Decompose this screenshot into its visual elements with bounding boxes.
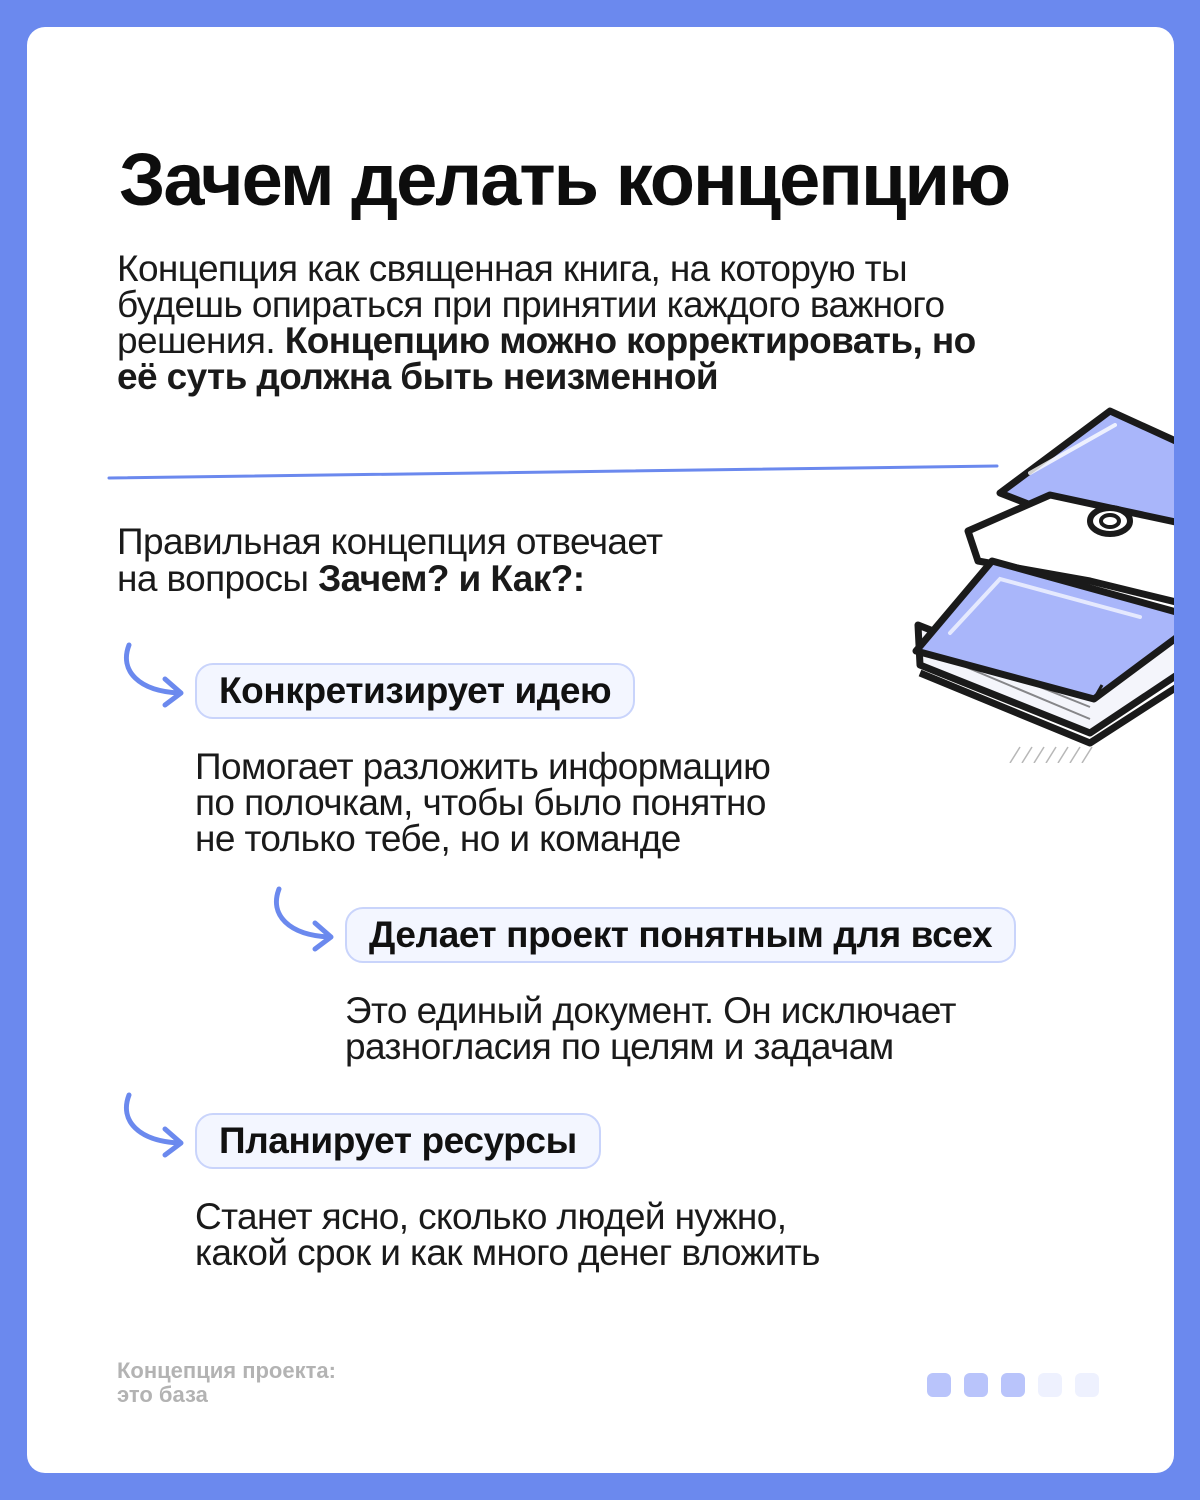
curved-arrow-icon xyxy=(119,641,191,709)
question-text xyxy=(117,523,663,597)
book-icon xyxy=(880,403,1174,763)
item-description-3 xyxy=(195,1196,820,1273)
item-2-line-1: Это единый документ. Он исключает xyxy=(345,990,956,1031)
pagination-dot xyxy=(927,1373,951,1397)
page-title: Зачем делать концепцию xyxy=(119,138,1010,221)
slide-card xyxy=(27,27,1174,1473)
pagination-dot xyxy=(1075,1373,1099,1397)
item-3-line-2: какой срок и как много денег вложить xyxy=(195,1232,820,1273)
question-line-2-prefix: на вопросы xyxy=(117,558,309,599)
question-line-2-bold: Зачем? и Как?: xyxy=(318,558,585,599)
intro-bold-text: Концепцию можно корректировать, но её суть должна быть неизменной xyxy=(117,320,976,397)
section-divider xyxy=(107,463,999,483)
pagination-dot xyxy=(964,1373,988,1397)
pagination-dots xyxy=(927,1373,1099,1397)
item-1-line-1: Помогает разложить информацию xyxy=(195,746,771,787)
item-1-line-3: не только тебе, но и команде xyxy=(195,818,681,859)
question-line-1: Правильная концепция отвечает xyxy=(117,521,663,562)
pagination-dot xyxy=(1038,1373,1062,1397)
item-description-1 xyxy=(195,746,771,859)
footer-caption xyxy=(117,1359,336,1407)
pagination-dot xyxy=(1001,1373,1025,1397)
footer-line-1: Концепция проекта: xyxy=(117,1358,336,1383)
item-2-line-2: разногласия по целям и задачам xyxy=(345,1026,894,1067)
item-1-line-2: по полочкам, чтобы было понятно xyxy=(195,782,766,823)
item-description-2 xyxy=(345,990,956,1067)
item-heading-2: Делает проект понятным для всех xyxy=(345,907,1016,963)
item-heading-3: Планирует ресурсы xyxy=(195,1113,601,1169)
item-heading-1: Конкретизирует идею xyxy=(195,663,635,719)
curved-arrow-icon xyxy=(119,1091,191,1159)
intro-text: Концепция как священная книга, на которую ты будешь опираться при принятии каждого важного решения. xyxy=(117,248,945,361)
intro-paragraph xyxy=(117,248,1017,397)
curved-arrow-icon xyxy=(269,885,341,953)
item-3-line-1: Станет ясно, сколько людей нужно, xyxy=(195,1196,787,1237)
footer-line-2: это база xyxy=(117,1382,208,1407)
